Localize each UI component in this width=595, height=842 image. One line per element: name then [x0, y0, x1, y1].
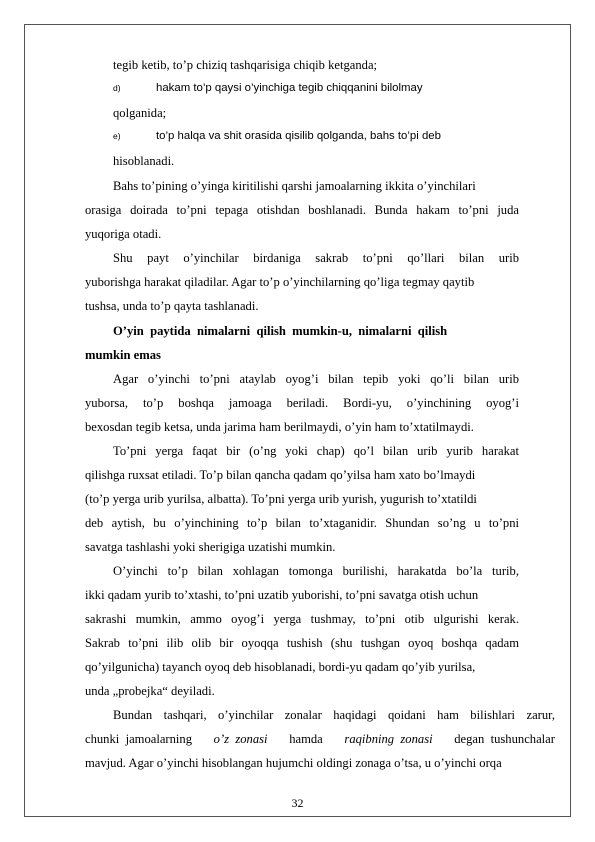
text-line: yuborsa, to’p boshqa jamoaga beriladi. Bordi-yu, o’yinchining oyog’i — [85, 396, 519, 410]
text-line: to’p halqa va shit orasida qisilib qolganda, bahs to’pi deb — [156, 130, 441, 142]
text-line: qilishga ruxsat etiladi. To’p bilan qancha qadam qo’yilsa ham xato bo’lmaydi — [85, 468, 476, 482]
text-line: Sakrab to’pni ilib olib bir oyoqqa tushish (shu tushgan oyoq boshqa qadam — [85, 636, 519, 650]
text-line: orasiga doirada to’pni tepaga otishdan boshlanadi. Bunda hakam to’pni juda — [85, 203, 519, 217]
text-line: qolganida; — [113, 106, 167, 120]
text-line — [85, 732, 555, 747]
text-line: (to’p yerga urib yurilsa, albatta). To’pni yerga urib yurish, yugurish to’xtatildi — [85, 492, 477, 506]
list-marker-d: d) — [113, 83, 121, 93]
term-opponent-zone: raqibning zonasi — [344, 732, 433, 746]
text-line: yuborishga harakat qiladilar. Agar to’p o’yinchilarning qo’liga tegmay qaytib — [85, 275, 475, 289]
text-line: hisoblanadi. — [113, 154, 175, 168]
text-line: Agar o’yinchi to’pni ataylab oyog’i bilan tepib yoki qo’li bilan urib — [113, 372, 519, 386]
section-heading: mumkin emas — [85, 348, 161, 362]
text-line: savatga tashlashi yoki sherigiga uzatishi mumkin. — [85, 540, 336, 554]
text-line: tegib ketib, to’p chiziq tashqarisiga chiqib ketganda; — [113, 58, 378, 72]
text-line: tushsa, unda to’p qayta tashlanadi. — [85, 299, 259, 313]
text-line: O’yinchi to’p bilan xohlagan tomonga burilishi, harakatda bo’la turib, — [113, 564, 519, 578]
text-line: mavjud. Agar o’yinchi hisoblangan hujumchi oldingi zonaga o’tsa, u o’yinchi orqa — [85, 756, 502, 770]
text-line: Shu payt o’yinchilar birdaniga sakrab to’pni qo’llari bilan urib — [113, 251, 519, 265]
text-line: bexosdan tegib ketsa, unda jarima ham berilmaydi, o’yin ham to’xtatilmaydi. — [85, 420, 474, 434]
section-heading: O’yin paytida nimalarni qilish mumkin-u, nimalarni qilish — [113, 324, 448, 338]
list-marker-e: e) — [113, 131, 121, 141]
text-run: chunki jamoalarning — [85, 732, 199, 746]
text-line: To’pni yerga faqat bir (o’ng yoki chap) qo’l bilan urib yurib harakat — [113, 444, 519, 458]
text-run: degan tushunchalar — [447, 732, 555, 746]
page-number: 32 — [291, 796, 304, 810]
text-line: ikki qadam yurib to’xtashi, to’pni uzatib yuborishi, to’pni savatga otish uchun — [85, 588, 479, 602]
text-line: Bundan tashqari, o’yinchilar zonalar haqidagi qoidani ham bilishlari zarur, — [113, 708, 555, 722]
text-line: sakrashi mumkin, ammo oyog’i yerga tushmay, to’pni otib ulgurishi kerak. — [85, 612, 519, 626]
text-line: Bahs to’pining o’yinga kiritilishi qarshi jamoalarning ikkita o’yinchilari — [113, 179, 476, 193]
text-line: qo’yilgunicha) tayanch oyoq deb hisoblanadi, bordi-yu qadam qo’yib yurilsa, — [85, 660, 476, 674]
text-line: unda „probejka“ deyiladi. — [85, 684, 215, 698]
text-line: hakam to’p qaysi o’yinchiga tegib chiqqanini bilolmay — [156, 82, 423, 94]
text-line: deb aytish, bu o’yinchining to’p bilan to’xtaganidir. Shundan so’ng u to’pni — [85, 516, 519, 530]
text-run: hamda — [282, 732, 330, 746]
term-own-zone: o’z zonasi — [213, 732, 268, 746]
text-line: yuqoriga otadi. — [85, 227, 162, 241]
